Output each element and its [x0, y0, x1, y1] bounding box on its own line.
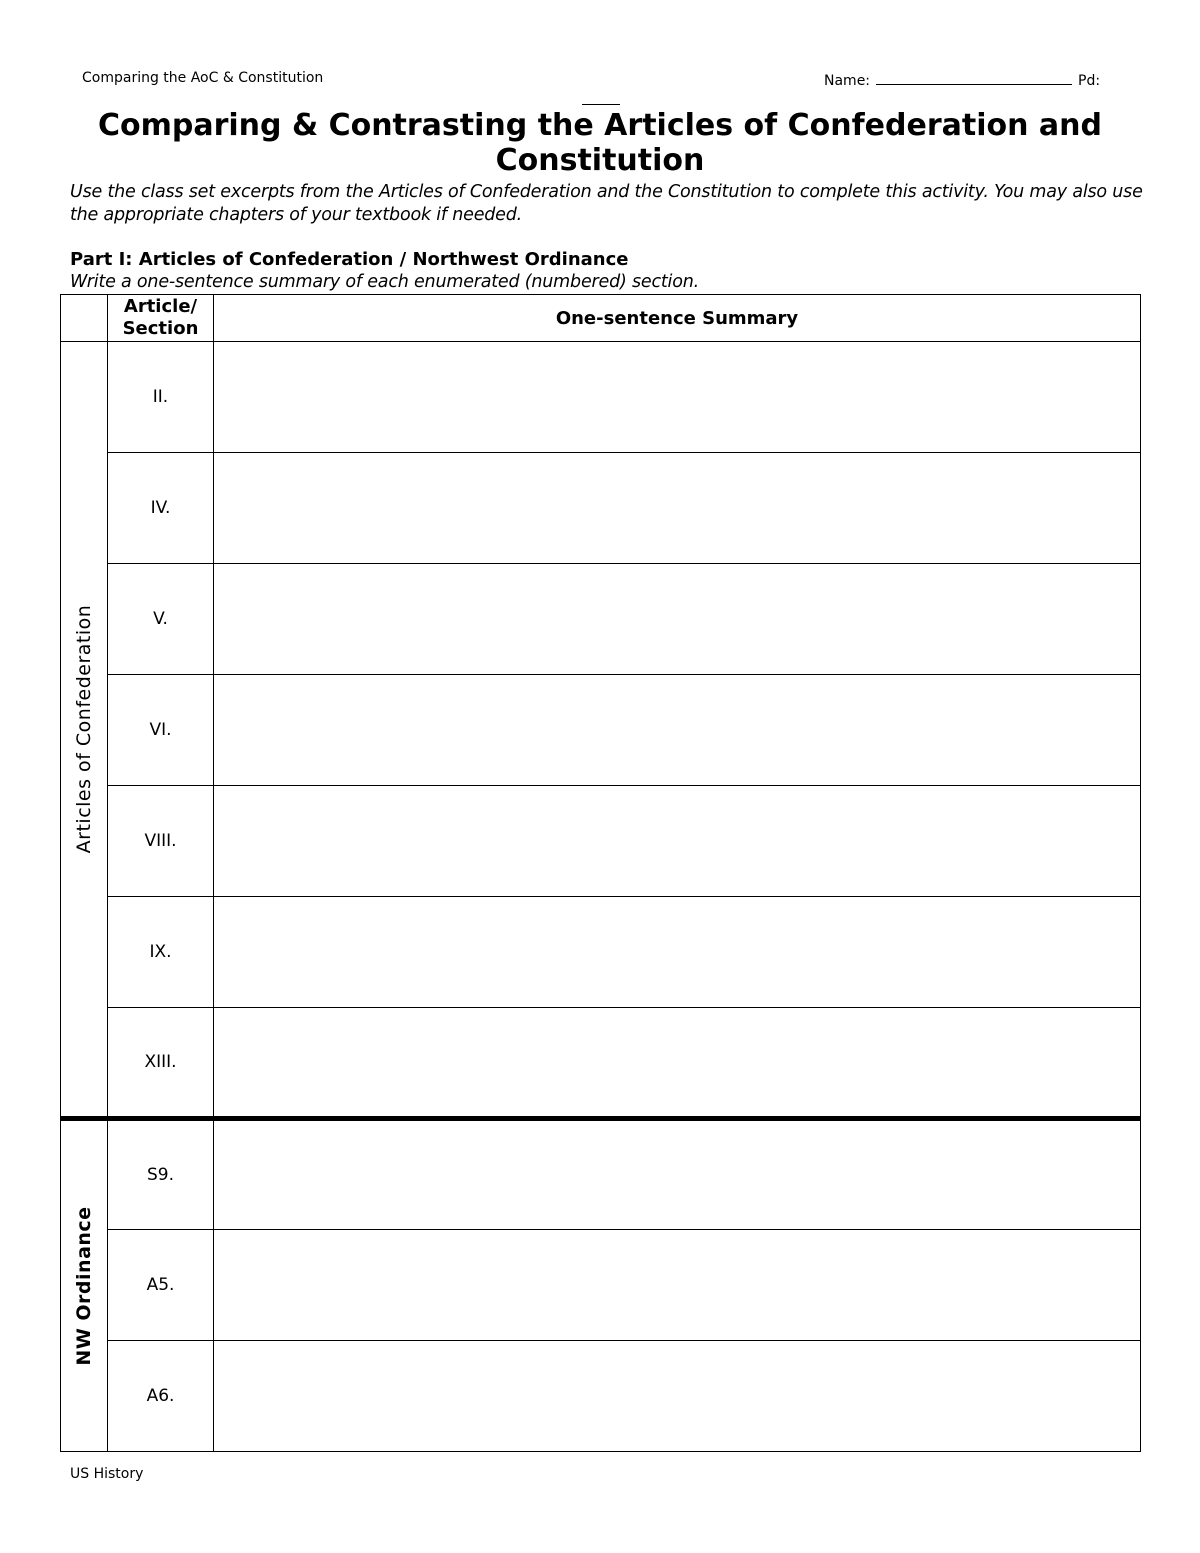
table-row [61, 1119, 1141, 1230]
table-row [61, 675, 1141, 786]
summary-answer-cell[interactable] [214, 453, 1141, 564]
table-row [61, 453, 1141, 564]
summary-answer-cell[interactable] [214, 1341, 1141, 1452]
group-label: Articles of Confederation [73, 604, 95, 854]
section-number: A5. [108, 1230, 214, 1341]
group-label-cell [61, 1119, 108, 1452]
summary-answer-cell[interactable] [214, 1230, 1141, 1341]
pd-label: Pd: [1078, 73, 1101, 89]
part1-heading: Part I: Articles of Confederation / Northwest Ordinance [70, 249, 629, 270]
table-header-row [61, 295, 1141, 342]
summary-answer-cell[interactable] [214, 786, 1141, 897]
column-header-summary: One-sentence Summary [214, 295, 1141, 342]
nw-ordinance-section [61, 1119, 1141, 1452]
table-row [61, 1230, 1141, 1341]
section-number: IX. [108, 897, 214, 1008]
table-row [61, 1008, 1141, 1119]
table-row [61, 897, 1141, 1008]
group-label: NW Ordinance [73, 1206, 95, 1366]
summary-answer-cell[interactable] [214, 342, 1141, 453]
summary-answer-cell[interactable] [214, 564, 1141, 675]
table-row [61, 1341, 1141, 1452]
page-title: Comparing & Contrasting the Articles of Confederation and Constitution [98, 108, 1102, 178]
aoc-section [61, 342, 1141, 1119]
section-number: VI. [108, 675, 214, 786]
header-blank-cell [61, 295, 108, 342]
section-number: S9. [108, 1119, 214, 1230]
column-header-article: Article/ Section [108, 295, 214, 342]
section-number: IV. [108, 453, 214, 564]
section-number: VIII. [108, 786, 214, 897]
intro-instructions: Use the class set excerpts from the Articles of Confederation and the Constitution to complete this activity. You may also use the appropriate chapters of your textbook if needed. [70, 182, 1143, 225]
pd-blank[interactable] [582, 104, 620, 105]
table-row [61, 786, 1141, 897]
part1-instruction: Write a one-sentence summary of each enumerated (numbered) section. [70, 272, 699, 292]
section-number: A6. [108, 1341, 214, 1452]
table-row [61, 342, 1141, 453]
header-name-pd [824, 70, 1100, 89]
header-doc-title: Comparing the AoC & Constitution [82, 70, 324, 86]
summary-answer-cell[interactable] [214, 897, 1141, 1008]
name-blank[interactable] [876, 70, 1072, 85]
table-row [61, 564, 1141, 675]
summary-answer-cell[interactable] [214, 675, 1141, 786]
summary-answer-cell[interactable] [214, 1119, 1141, 1230]
name-label: Name: [824, 73, 871, 89]
group-label-cell [61, 342, 108, 1119]
section-number: V. [108, 564, 214, 675]
section-number: II. [108, 342, 214, 453]
summary-answer-cell[interactable] [214, 1008, 1141, 1119]
footer-course: US History [70, 1466, 144, 1482]
section-number: XIII. [108, 1008, 214, 1119]
summary-table [60, 294, 1141, 1452]
